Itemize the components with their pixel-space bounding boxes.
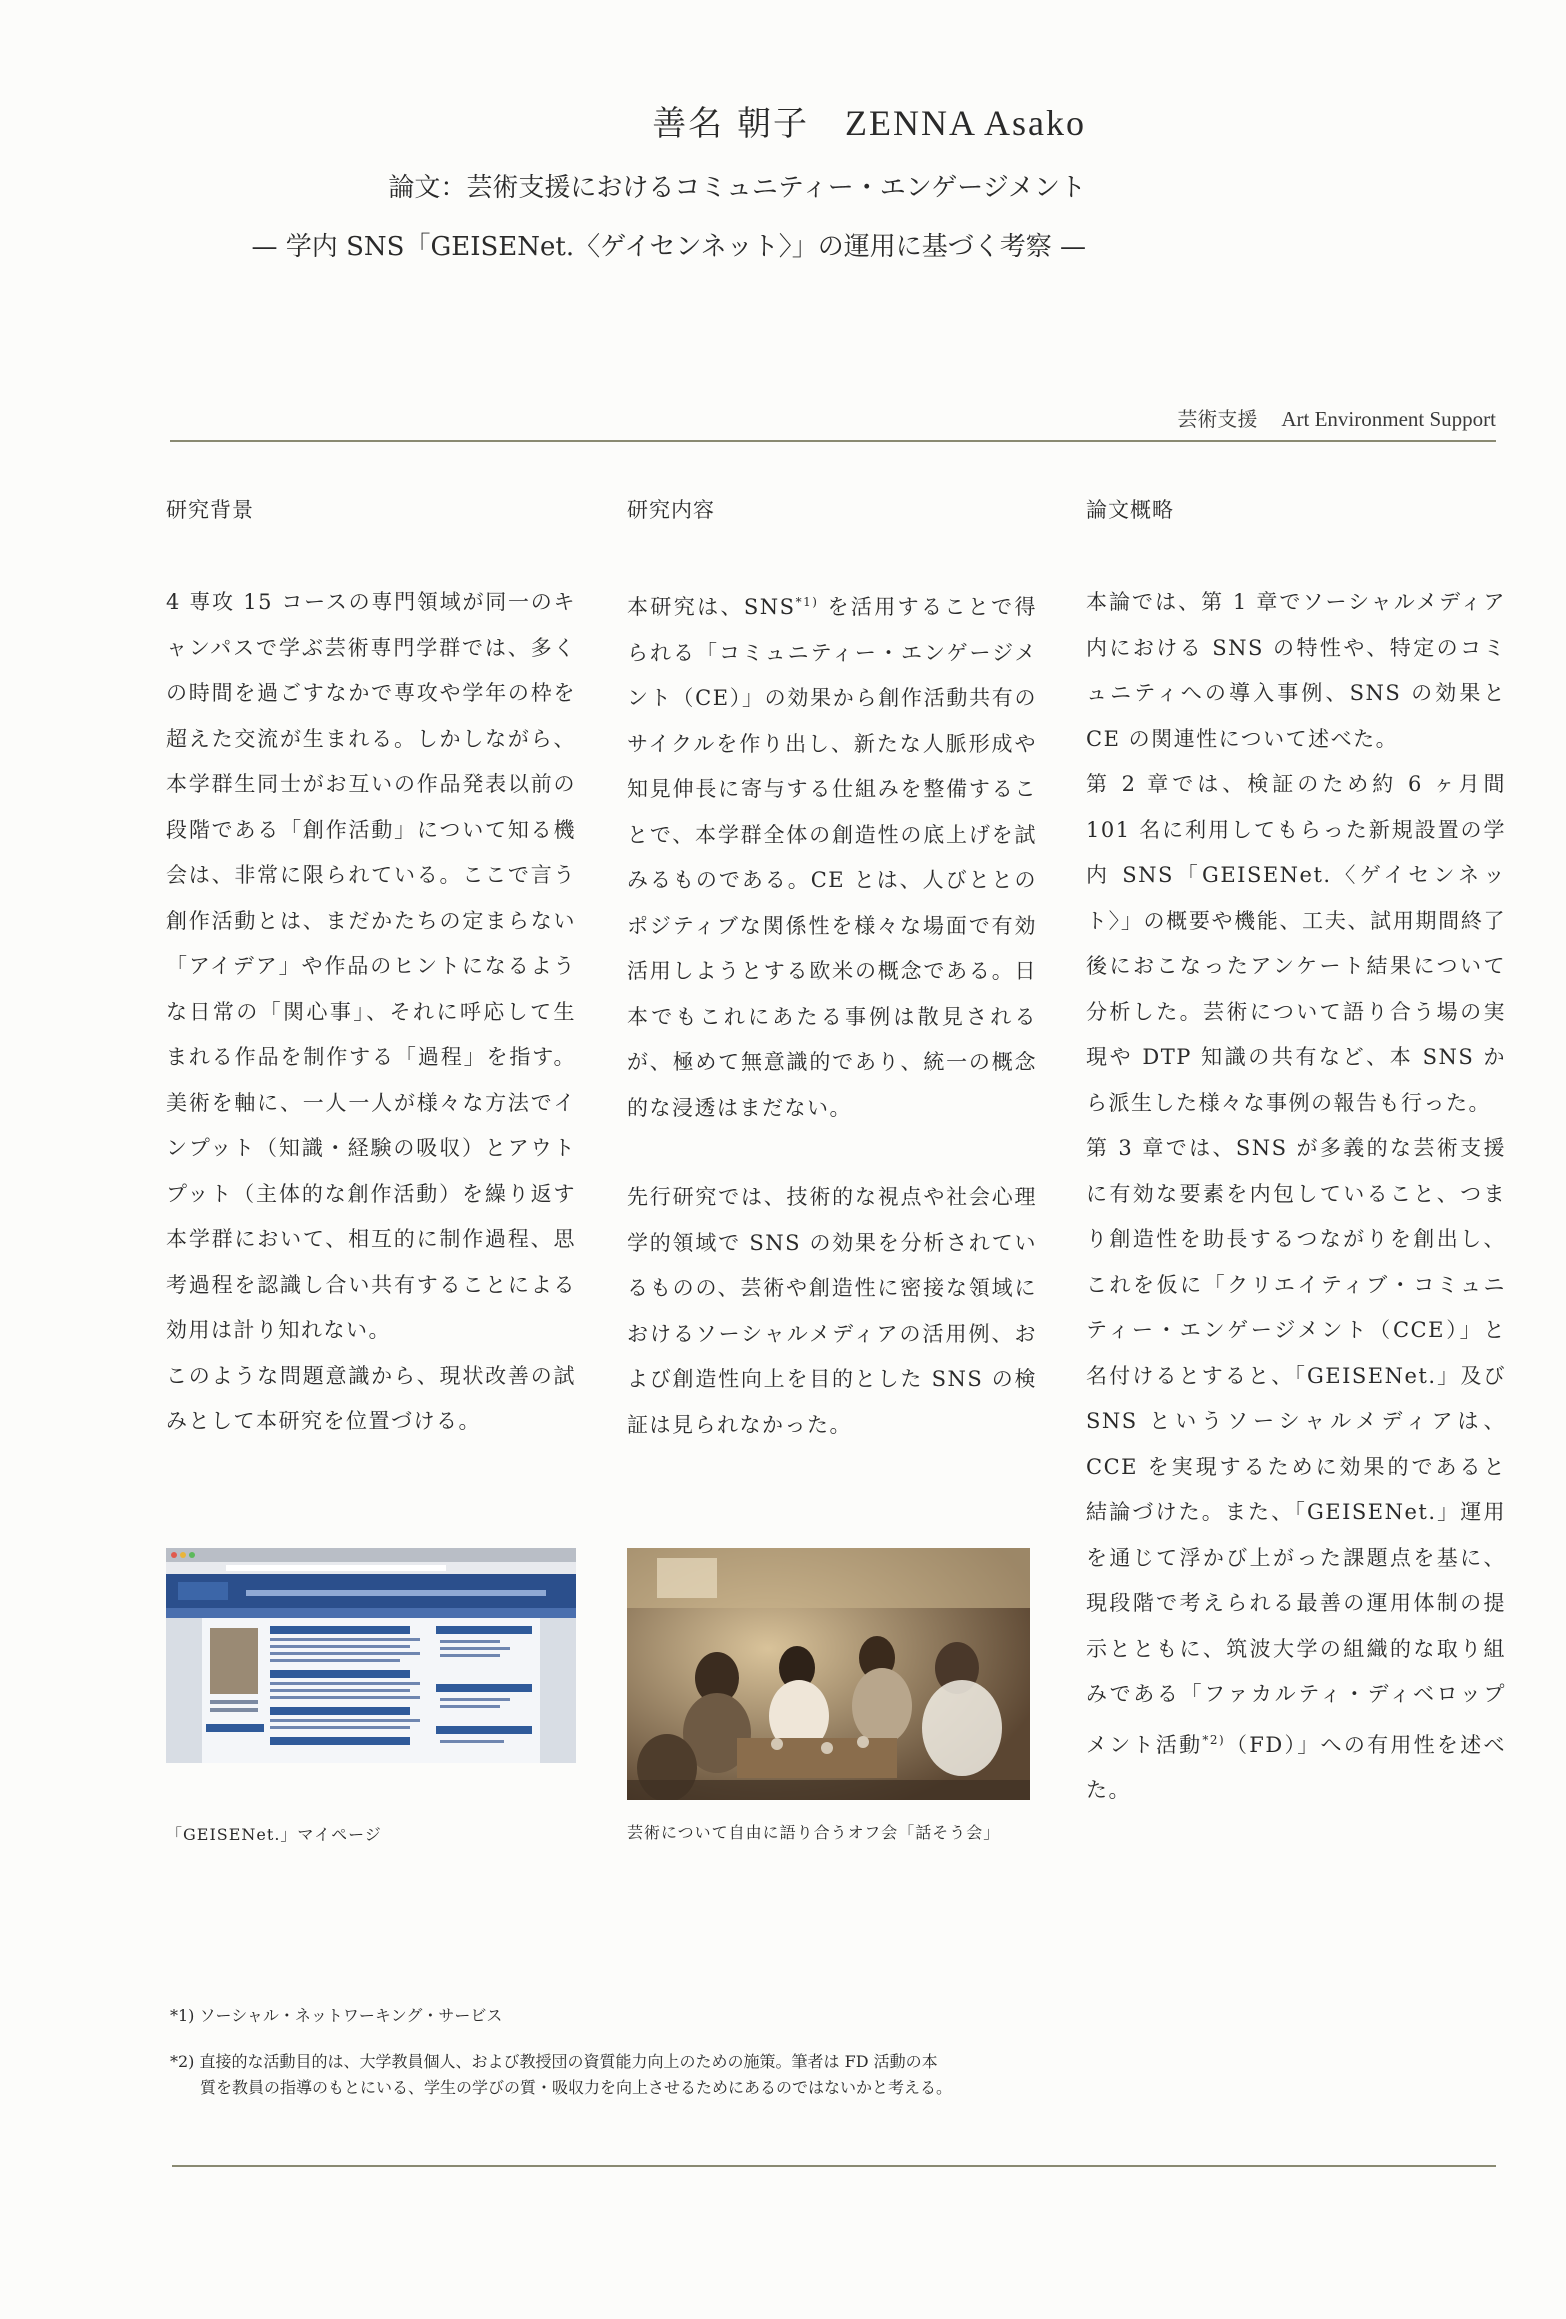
text-span: 第 3 章では、SNS が多義的な芸術支援に有効な要素を内包していること、つまり創造性を助長するつながりを創出し、これを仮に「クリエイティブ・コミュニティー・エンゲージメント（CCE）」と名付けるとすると、「GEISENet.」及び SNS というソーシャルメディアは、CCE を実現するために効果的であると結論づけた。また、「GEISENet.」運用を通じて浮かび上がった課題点を基に、現段階で考えられる最善の運用体制の提示とともに、筑波大学の組織的な取り組みである「ファカルティ・ディベロップメント活動 — [1086, 1136, 1506, 1757]
bottom-divider — [172, 2165, 1496, 2167]
column-summary — [1086, 494, 1506, 1814]
author-name — [252, 96, 1086, 145]
paragraph: 先行研究では、技術的な視点や社会心理学的領域で SNS の効果を分析されているものの、芸術や創造性に密接な領域におけるソーシャルメディアの活用例、および創造性向上を目的とした SNS の検証は見られなかった。 — [627, 1185, 1037, 1437]
figure-caption: 芸術について自由に語り合うオフ会「話そう会」 — [627, 1823, 1001, 1842]
section-tag — [1177, 403, 1496, 432]
article-header — [252, 96, 1086, 263]
paragraph: 本論では、第 1 章でソーシャルメディア内における SNS の特性や、特定のコミュニティへの導入事例、SNS の効果と CE の関連性について述べた。 — [1086, 590, 1506, 751]
footnote-2-line-2: 質を教員の指導のもとにいる、学生の学びの質・吸収力を向上させるためにあるのではないかと考える。 — [200, 2078, 953, 2097]
paragraph: 4 専攻 15 コースの専門領域が同一のキャンパスで学ぶ芸術専門学群では、多くの時間を過ごすなかで専攻や学年の枠を超えた交流が生まれる。しかしながら、本学群生同士がお互いの作品発表以前の段階である「創作活動」について知る機会は、非常に限られている。ここで言う創作活動とは、まだかたちの定まらない「アイデア」や作品のヒントになるような日常の「関心事」、それに呼応して生まれる作品を制作する「過程」を指す。美術を軸に、一人一人が様々な方法でインプット（知識・経験の吸収）とアウトプット（主体的な創作活動）を繰り返す本学群において、相互的に制作過程、思考過程を認識し合い共有することによる効用は計り知れない。 — [166, 590, 576, 1342]
text-span: を活用することで得られる「コミュニティー・エンゲージメント（CE）」の効果から創作活動共有のサイクルを作り出し、新たな人脈形成や知見伸長に寄与する仕組みを整備することで、本学群全体の創造性の底上げを試みるものである。CE とは、人びととのポジティブな関係性を様々な場面で有効活用しようとする欧米の概念である。日本でもこれにあたる事例は散見されるが、極めて無意識的であり、統一の概念的な浸透はまだない。 — [627, 595, 1037, 1120]
heading-summary: 論文概略 — [1086, 498, 1174, 522]
footnote-2-line-1: *2) 直接的な活動目的は、大学教員個人、および教授団の資質能力向上のための施策。筆者は FD 活動の本 — [170, 2052, 938, 2071]
text-span: （FD）」への有用性を述べた。 — [1086, 1732, 1506, 1802]
section-tag-ja: 芸術支援 — [1177, 407, 1258, 431]
paragraph — [1086, 1126, 1506, 1814]
column-content — [627, 494, 1037, 1448]
footnote-2 — [170, 2049, 1070, 2101]
footnotes — [170, 2003, 1070, 2101]
heading-content: 研究内容 — [627, 498, 715, 522]
author-name-ja: 善名 朝子 — [652, 104, 809, 144]
author-name-en: ZENNA Asako — [845, 103, 1086, 143]
heading-background: 研究背景 — [166, 498, 254, 522]
paragraph — [627, 580, 1037, 1131]
footnote-ref-1: *1) — [795, 595, 819, 609]
paragraph: このような問題意識から、現状改善の試みとして本研究を位置づける。 — [166, 1363, 576, 1433]
article-title: 論文：芸術支援におけるコミュニティー・エンゲージメント — [388, 173, 1086, 203]
footnote-1: *1) ソーシャル・ネットワーキング・サービス — [170, 2006, 503, 2025]
top-divider — [170, 440, 1496, 442]
footnote-ref-2: *2) — [1202, 1732, 1226, 1747]
figure-geisenet-screenshot — [166, 1548, 576, 1763]
column-background — [166, 494, 576, 1445]
figure-meetup-photo — [627, 1548, 1030, 1800]
paragraph: 第 2 章では、検証のため約 6 ヶ月間 101 名に利用してもらった新規設置の学内 SNS「GEISENet.〈ゲイセンネット〉」の概要や機能、工夫、試用期間終了後におこなったアンケート結果について分析した。芸術について語り合う場の実現や DTP 知識の共有など、本 SNS から派生した様々な事例の報告も行った。 — [1086, 772, 1506, 1115]
figure-caption: 「GEISENet.」マイページ — [166, 1825, 382, 1844]
article-subtitle: — 学内 SNS「GEISENet.〈ゲイセンネット〉」の運用に基づく考察 — — [251, 232, 1086, 262]
text-span: 本研究は、SNS — [627, 595, 796, 619]
section-tag-en: Art Environment Support — [1281, 407, 1496, 431]
